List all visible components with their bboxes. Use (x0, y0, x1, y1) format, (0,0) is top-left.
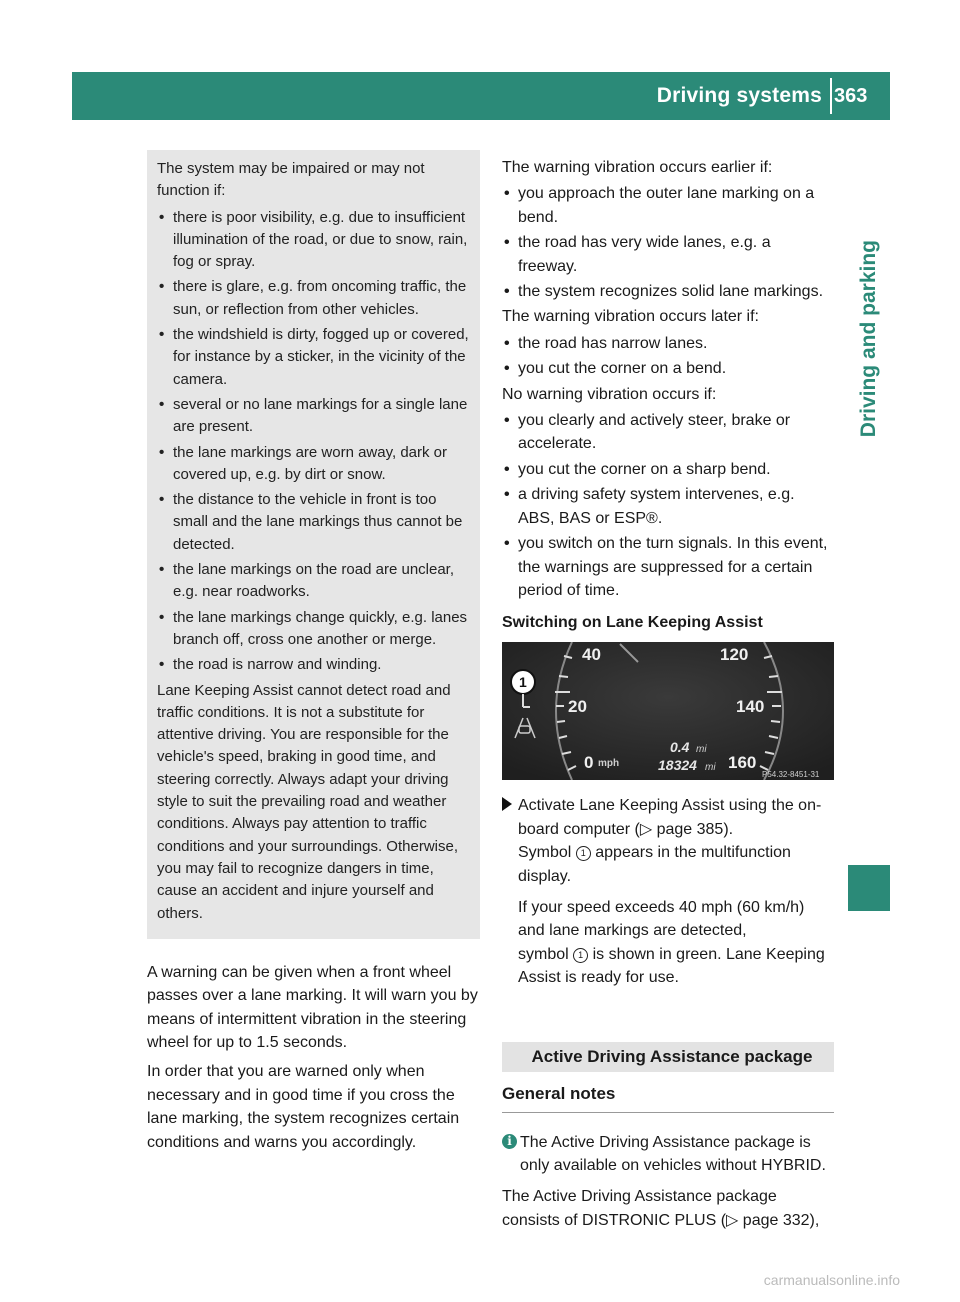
paragraph: In order that you are warned only when necessary and in good time if you cross the lane marking, the system recognizes certain conditions and warns you accordingly. (147, 1063, 460, 1151)
list-item: • you cut the corner on a sharp bend. (502, 458, 834, 481)
bullet-icon: • (159, 208, 165, 226)
list-item: • a driving safety system intervenes, e.g. ABS, BAS or ESP®. (502, 483, 834, 530)
bullet-icon: • (504, 360, 510, 378)
earlier-intro: The warning vibration occurs earlier if: (502, 159, 773, 176)
left-column (147, 150, 480, 1157)
bullet-icon: • (504, 234, 510, 252)
info-note: i The Active Driving Assistance package is only available on vehicles without HYBRID. (502, 1131, 834, 1178)
bullet-icon: • (159, 608, 165, 626)
bullet-icon: • (504, 460, 510, 478)
paragraph: The Active Driving Assistance package consists of DISTRONIC PLUS (▷ page 332), (502, 1188, 820, 1229)
list-item: • the system recognizes solid lane markings. (502, 280, 834, 303)
bullet-icon: • (504, 486, 510, 504)
symbol-1-icon: 1 (576, 846, 591, 861)
switch-on-heading: Switching on Lane Keeping Assist (502, 614, 763, 632)
list-item: • the road is narrow and winding. (157, 654, 474, 676)
callout-marker-number: 1 (519, 674, 527, 691)
list-item: • you cut the corner on a bend. (502, 357, 834, 380)
earlier-list (502, 182, 834, 303)
header-divider (830, 78, 832, 114)
list-item: • several or no lane markings for a single lane are present. (159, 395, 468, 436)
list-item: • the lane markings are worn away, dark or covered up, e.g. by dirt or snow. (159, 443, 448, 483)
right-column (502, 150, 834, 1235)
note-closing: Lane Keeping Assist cannot detect road and traffic conditions. It is not a substitute for attentive driving. You are responsible for the vehicle's speed, braking in good time, and steering correctly. Always adapt your driving style to suit the prevailing road and weather conditions. Always pay attention to traffic conditions and your surroundings. Otherwise, you may fail to recognize dangers in time, cause an accident and injure yourself and others. (157, 681, 458, 922)
list-item: • you clearly and actively steer, brake or accelerate. (502, 409, 834, 456)
instrument-cluster-svg (502, 642, 834, 780)
bullet-icon: • (504, 334, 510, 352)
later-list (502, 332, 834, 381)
speed-160-label: 160 (728, 753, 757, 773)
page-number: 363 (834, 85, 868, 107)
bullet-icon: • (159, 278, 165, 296)
bullet-icon: • (159, 395, 165, 413)
list-item: • the distance to the vehicle in front is too small and the lane markings thus cannot be detected. (159, 491, 463, 553)
paragraph: A warning can be given when a front wheel passes over a lane marking. It will warn you by means of intermittent vibration in the steering wheel for up to 1.5 seconds. (147, 963, 478, 1052)
list-item: • you approach the outer lane marking on a bend. (502, 182, 834, 229)
step-detail: Symbol 1 appears in the multifunction display. (518, 844, 791, 885)
later-intro: The warning vibration occurs later if: (502, 308, 759, 326)
image-reference: P54.32-8451-31 (762, 770, 820, 780)
list-item: • the lane markings on the road are unclear, e.g. near roadworks. (159, 561, 455, 601)
speed-140-label: 140 (736, 697, 765, 717)
bullet-icon: • (504, 283, 510, 301)
symbol-1-icon: 1 (573, 948, 588, 963)
instrument-cluster-image (502, 642, 834, 780)
general-notes-heading: General notes (502, 1084, 834, 1113)
list-item: • the road has very wide lanes, e.g. a freeway. (502, 231, 834, 278)
info-icon: i (502, 1134, 517, 1149)
section-heading: Active Driving Assistance package (502, 1042, 834, 1072)
list-item: • there is glare, e.g. from oncoming traffic, the sun, or reflection from other vehicles. (159, 278, 467, 318)
speed-0-label: 0 (584, 753, 594, 773)
none-list (502, 409, 834, 602)
speed-40-label: 40 (582, 645, 601, 665)
side-section-label: Driving and parking (857, 240, 880, 438)
list-item: • the windshield is dirty, fogged up or covered, for instance by a sticker, in the vicinity of the camera. (159, 326, 469, 388)
step-arrow-icon (502, 797, 512, 811)
header-bar (72, 72, 890, 120)
bullet-icon: • (159, 561, 165, 579)
list-item: • the road has narrow lanes. (502, 332, 834, 355)
odometer-unit: mi (705, 762, 716, 774)
step-detail: If your speed exceeds 40 mph (60 km/h) and lane markings are detected, (518, 898, 805, 940)
side-strip (848, 130, 890, 910)
speed-120-label: 120 (720, 645, 749, 665)
page-title: Driving systems (656, 84, 822, 107)
bullet-icon: • (504, 412, 510, 430)
bullet-icon: • (504, 185, 510, 203)
trip-value: 0.4 (670, 739, 690, 756)
bullet-icon: • (504, 535, 510, 553)
note-intro: The system may be impaired or may not function if: (157, 160, 425, 200)
watermark: carmanualsonline.info (763, 1272, 900, 1288)
none-intro: No warning vibration occurs if: (502, 385, 717, 403)
trip-unit: mi (696, 744, 707, 756)
odometer-value: 18324 (658, 757, 697, 774)
speed-unit-label: mph (598, 758, 620, 770)
list-item: • the lane markings change quickly, e.g. lanes branch off, cross one another or merge. (159, 608, 468, 648)
side-tab (848, 865, 890, 911)
warning-note-box (147, 150, 480, 939)
speed-20-label: 20 (568, 697, 587, 717)
instruction-step: Activate Lane Keeping Assist using the on-board computer (▷ page 385). Symbol 1 appears in the multifunction display. If your speed exceeds 40 mph (60 km/h) and lane markings are detected, symbol 1 is shown in green. Lane Keeping Assist is ready for use. (502, 794, 834, 989)
bullet-icon: • (159, 443, 165, 461)
bullet-icon: • (159, 491, 165, 509)
list-item: • there is poor visibility, e.g. due to insufficient illumination of the road, or due to snow, rain, fog or spray. (159, 208, 468, 271)
bullet-icon: • (159, 326, 165, 344)
note-list (157, 207, 474, 677)
list-item: • you switch on the turn signals. In this event, the warnings are suppressed for a certain period of time. (502, 532, 834, 602)
bullet-icon: • (159, 656, 165, 674)
step-detail: symbol 1 is shown in green. Lane Keeping Assist is ready for use. (518, 945, 825, 987)
